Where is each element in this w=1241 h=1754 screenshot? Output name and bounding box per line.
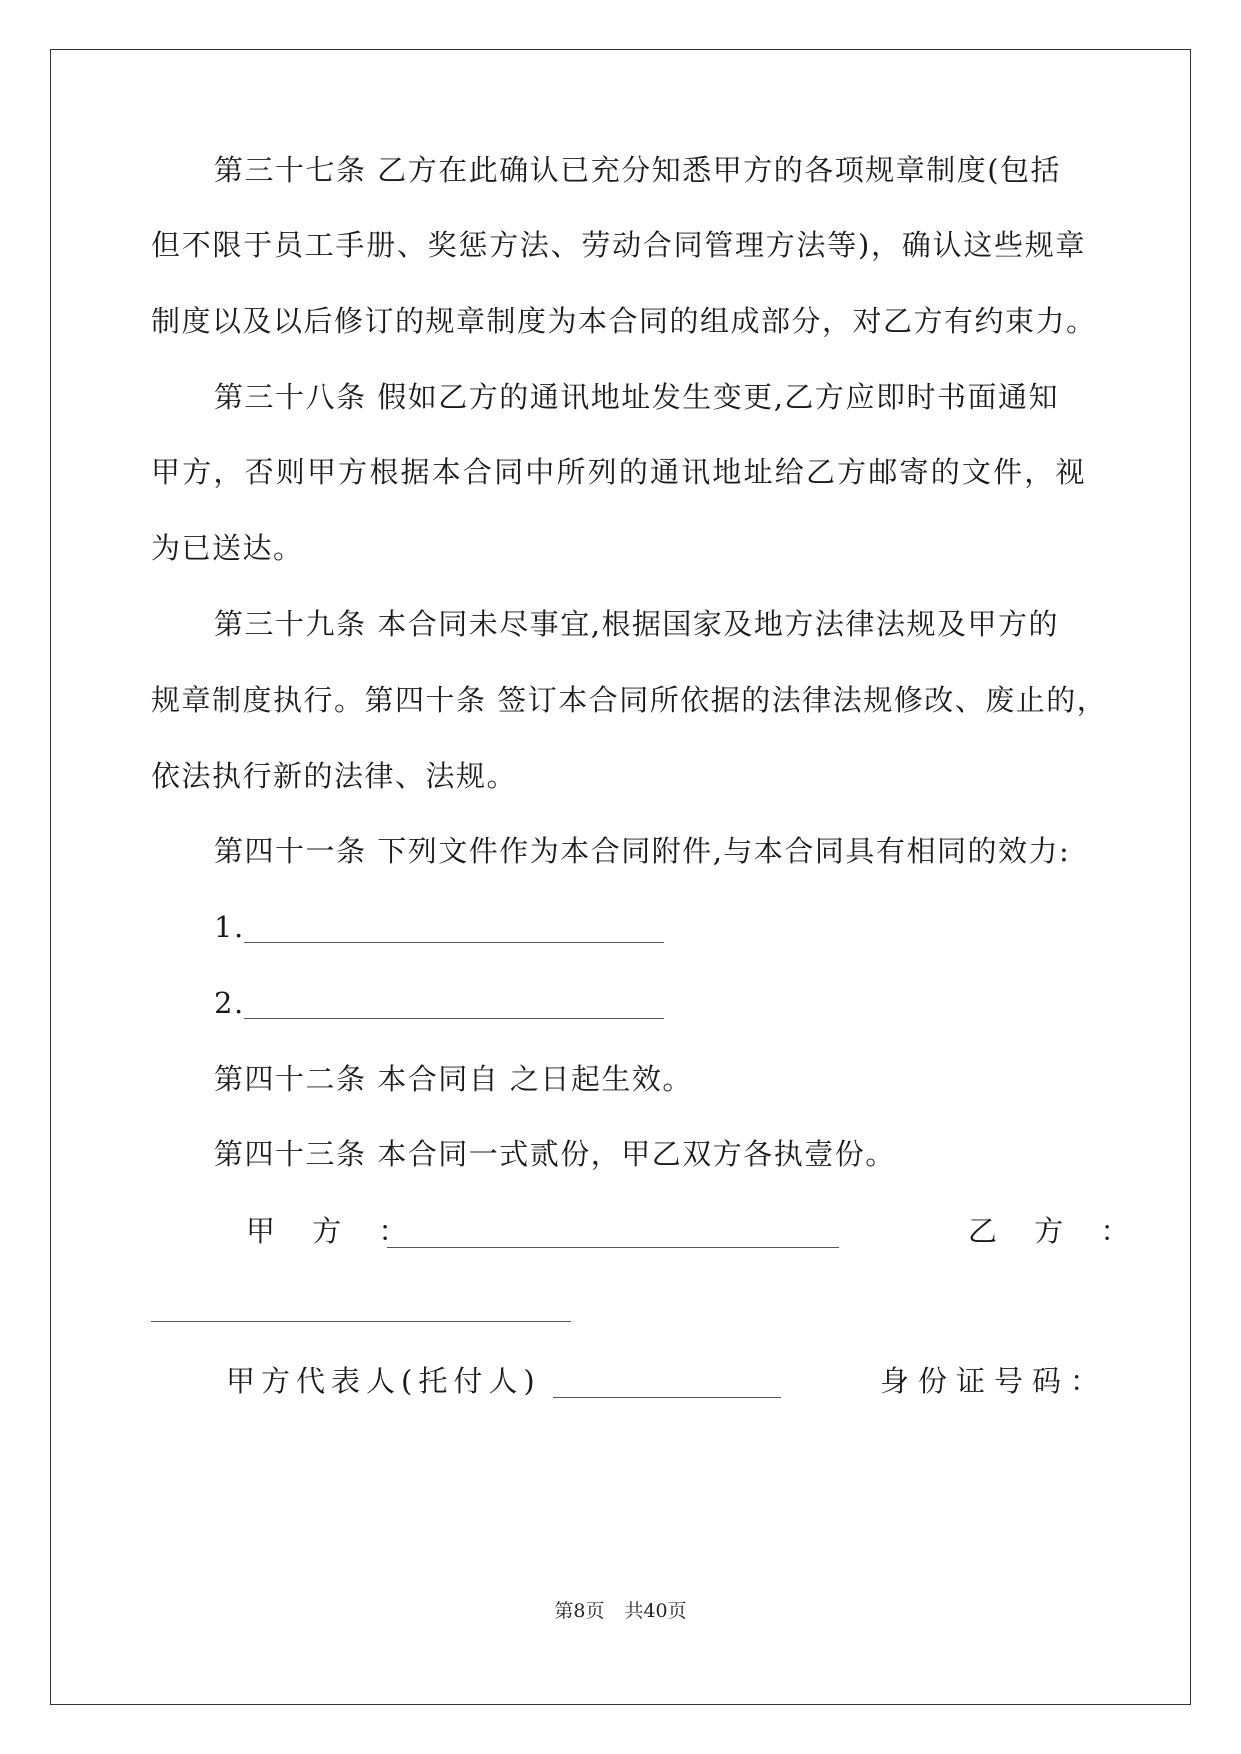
id-number-label: 身份证号码： [880, 1364, 1109, 1398]
party-a-label: 甲 方 ： [246, 1214, 422, 1248]
attachment-item-2-number: 2. [214, 986, 245, 1020]
article-39-line-1: 第三十九条 本合同未尽事宜,根据国家及地方法律法规及甲方的 [214, 607, 1059, 641]
article-37-line-3: 制度以及以后修订的规章制度为本合同的组成部分，对乙方有约束力。 [151, 304, 1097, 338]
article-38-line-2: 甲方，否则甲方根据本合同中所列的通讯地址给乙方邮寄的文件，视 [151, 455, 1086, 489]
article-38-line-1: 第三十八条 假如乙方的通讯地址发生变更,乙方应即时书面通知 [214, 380, 1059, 414]
page-border [50, 49, 1191, 1705]
article-38-line-3: 为已送达。 [151, 531, 304, 565]
article-37-line-1: 第三十七条 乙方在此确认已充分知悉甲方的各项规章制度(包括 [214, 153, 1062, 187]
representative-blank [553, 1397, 781, 1398]
attachment-item-2-blank [244, 1018, 664, 1019]
party-b-blank [151, 1321, 571, 1322]
page-footer [0, 1598, 1241, 1624]
party-b-label: 乙 方 ： [968, 1214, 1144, 1248]
article-41-line-1: 第四十一条 下列文件作为本合同附件,与本合同具有相同的效力: [214, 834, 1071, 868]
attachment-item-1-blank [244, 942, 664, 943]
article-37-line-2: 但不限于员工手册、奖惩方法、劳动合同管理方法等)，确认这些规章 [151, 228, 1086, 262]
article-39-line-2: 规章制度执行。第四十条 签订本合同所依据的法律法规修改、废止的， [151, 683, 1108, 717]
representative-label: 甲方代表人(托付人) [226, 1364, 541, 1398]
party-a-blank [387, 1247, 839, 1248]
article-39-line-3: 依法执行新的法律、法规。 [151, 759, 518, 793]
page-number: 第8页 [554, 1600, 605, 1622]
total-pages: 共40页 [624, 1600, 687, 1622]
article-43: 第四十三条 本合同一式贰份，甲乙双方各执壹份。 [214, 1137, 896, 1171]
article-42: 第四十二条 本合同自 之日起生效。 [214, 1062, 693, 1096]
attachment-item-1-number: 1. [214, 910, 245, 944]
